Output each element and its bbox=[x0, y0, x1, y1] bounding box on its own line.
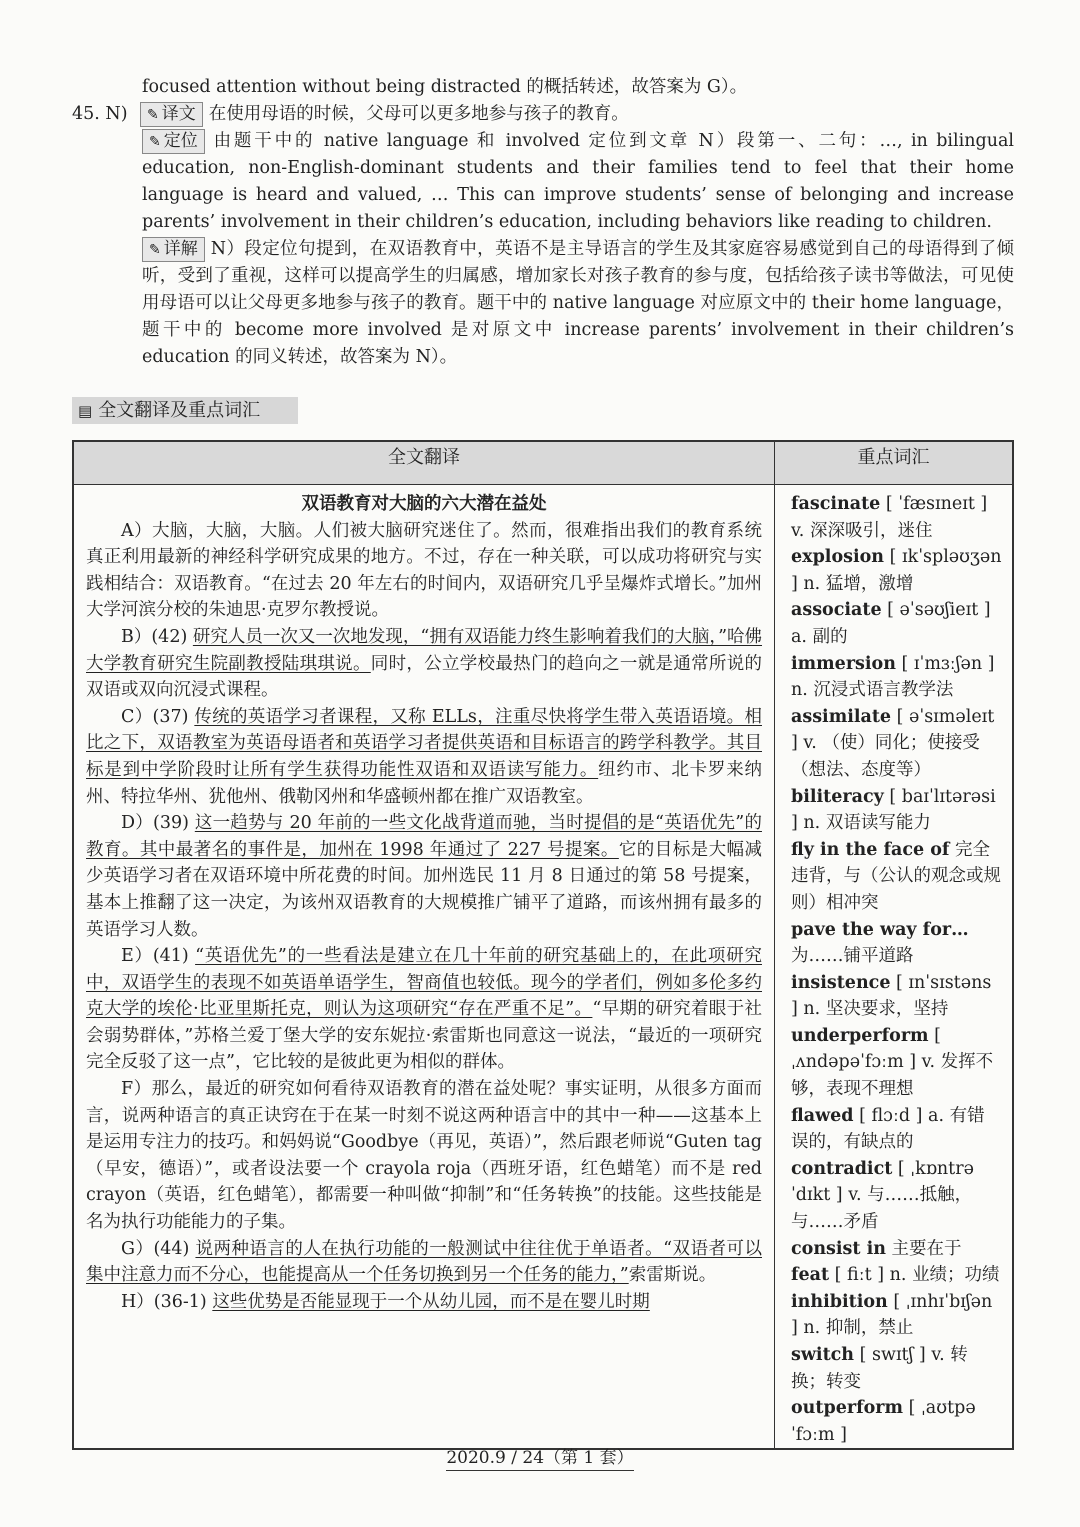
vocab-pron: [ fiːt ] bbox=[834, 1265, 885, 1286]
vocab-def: 主要在于 bbox=[891, 1238, 962, 1259]
vocab-pos: n. bbox=[803, 573, 821, 594]
translation-cell bbox=[73, 485, 775, 1450]
xiangjie-block bbox=[72, 236, 1014, 371]
vocab-pron: [ baɪˈlɪtərəsi ] bbox=[791, 786, 996, 834]
vocab-item bbox=[791, 837, 1002, 917]
vocab-pos: a. bbox=[791, 626, 807, 647]
vocab-word: consist in bbox=[791, 1238, 886, 1259]
underlined-text: 传统的英语学习者课程，又称 ELLs，注重尽快将学生带入英语语境。相比之下，双语教室为英语母语者和英语学习者提供英语和目标语言的跨学科教学。其目标是到中学阶段时让所有学生获得功能性双语和双语读写能力。 bbox=[86, 706, 762, 780]
vocab-pos: v. bbox=[921, 1052, 936, 1073]
vocab-def: 业绩；功绩 bbox=[912, 1265, 1000, 1286]
vocab-item bbox=[791, 1103, 1002, 1156]
para-label: G）(44) bbox=[121, 1238, 190, 1259]
vocab-word: switch bbox=[791, 1345, 855, 1365]
explanation-line: focused attention without being distracted 的概括转述，故答案为 G）。 bbox=[142, 77, 748, 97]
paragraph-g bbox=[86, 1236, 762, 1289]
para-text: 同时，公立学校最热门的趋向之一就是通常所说的双语或双向沉浸式课程。 bbox=[86, 653, 763, 701]
vocab-item bbox=[791, 1156, 1002, 1236]
para-label: E）(41) bbox=[121, 946, 189, 967]
page-footer bbox=[0, 1443, 1080, 1468]
vocab-word: underperform bbox=[791, 1025, 929, 1046]
vocab-pos: v. bbox=[848, 1185, 862, 1206]
para-text: 纽约市、北卡罗来纳州、特拉华州、犹他州、俄勒冈州和华盛顿州都在推广双语教室。 bbox=[86, 759, 763, 807]
vocab-pron: [ ˌʌndəpəˈfɔːm ] bbox=[791, 1025, 941, 1073]
xiangjie-label: 详解 bbox=[163, 239, 198, 259]
vocab-word: feat bbox=[791, 1265, 830, 1286]
underlined-text: 这一趋势与 20 年前的一些文化战背道而驰，当时提倡的是“英语优先”的教育。其中最著名的事件是，加州在 1998 年通过了 227 号提案。 bbox=[86, 813, 762, 860]
vocab-pron: [ ɪnˈsɪstəns ] bbox=[791, 972, 992, 1020]
vocab-item bbox=[791, 651, 1002, 704]
vocab-def: 有错误的，有缺点的 bbox=[791, 1105, 985, 1153]
paragraph-e bbox=[86, 943, 762, 1076]
answer-explanation bbox=[72, 74, 1014, 371]
vocab-pos: v. bbox=[791, 520, 805, 541]
vocab-pos: n. bbox=[803, 813, 821, 834]
para-label: B）(42) bbox=[121, 626, 188, 647]
vocab-pos: n. bbox=[791, 680, 808, 701]
vocab-item bbox=[791, 491, 1002, 544]
dingwei-text: 由题干中的 native language 和 involved 定位到文章 N）段第一、二句：…, in bilingual education, non-English-dominant students and their families tend to feel that their home language is heard and valued, … This can improve students’ sense of belonging and increase parents’ involvement in their children’s education, including behaviors like reading to children. bbox=[142, 131, 1014, 232]
vocab-pron: [ ˌkɒntrəˈdɪkt ] bbox=[791, 1158, 974, 1206]
vocab-word: inhibition bbox=[791, 1291, 888, 1312]
table-header-row bbox=[73, 441, 1013, 485]
vocab-pron: [ ɪˈmɜːʃən ] bbox=[901, 653, 995, 674]
vocab-item bbox=[791, 1342, 1002, 1395]
vocab-def: 抑制，禁止 bbox=[825, 1318, 914, 1339]
translation-table bbox=[72, 440, 1014, 1450]
underlined-text: 说两种语言的人在执行功能的一般测试中往往优于单语者。“双语者可以集中注意力而不分心，也能提高从一个任务切换到另一个任务的能力，” bbox=[86, 1238, 762, 1286]
vocab-def: 完全违背，与（公认的观念或规则）相冲突 bbox=[791, 839, 1001, 913]
dingwei-label: 定位 bbox=[163, 131, 198, 151]
vocab-pos: n. bbox=[889, 1265, 907, 1286]
vocab-item bbox=[791, 784, 1002, 837]
col-header-translation: 全文翻译 bbox=[73, 441, 775, 485]
xiangjie-tag bbox=[142, 237, 205, 262]
vocab-pron: [ əˈsəʊʃieɪt ] bbox=[887, 600, 991, 621]
para-label: C）(37) bbox=[121, 706, 189, 727]
vocab-item bbox=[791, 1023, 1002, 1103]
underlined-text: 研究人员一次又一次地发现，“拥有双语能力终生影响着我们的大脑，”哈佛大学教育研究生院副教授陆琪琪说。 bbox=[86, 626, 763, 674]
vocab-word: contradict bbox=[791, 1158, 893, 1179]
vocab-word: pave the way for… bbox=[791, 919, 969, 940]
vocab-word: flawed bbox=[791, 1105, 854, 1126]
dingwei-block bbox=[72, 128, 1014, 236]
vocab-def: 转换；转变 bbox=[791, 1345, 968, 1392]
vocab-item bbox=[791, 970, 1002, 1023]
paragraph-b bbox=[86, 624, 762, 704]
vocab-item bbox=[791, 1289, 1002, 1342]
vocab-pron: [ ˈfæsɪneɪt ] bbox=[885, 494, 988, 514]
yiwen-text: 在使用母语的时候，父母可以更多地参与孩子的教育。 bbox=[208, 104, 629, 124]
vocab-word: assimilate bbox=[791, 706, 892, 727]
vocab-def: 双语读写能力 bbox=[825, 813, 931, 834]
para-text: 它的目标是大幅减少英语学习者在双语环境中所花费的时间。加州选民 11 月 8 日通过的第 58 号提案，基本上推翻了这一决定，为该州双语教育的大规模推广铺平了道路，而该州拥有最多的英语学习人数。 bbox=[86, 839, 763, 940]
vocab-item bbox=[791, 704, 1002, 784]
page-number: 2020.9 / 24（第 1 套） bbox=[446, 1448, 633, 1471]
vocab-pos: v. bbox=[931, 1345, 945, 1365]
vocab-pos: n. bbox=[803, 1318, 821, 1339]
vocab-def: 坚决要求，坚持 bbox=[825, 999, 949, 1020]
vocab-pos: n. bbox=[803, 999, 821, 1020]
underlined-text: 这些优势是否能显现于一个从幼儿园，而不是在婴儿时期 bbox=[212, 1291, 650, 1312]
vocab-word: outperform bbox=[791, 1398, 904, 1419]
col-header-vocab: 重点词汇 bbox=[775, 441, 1014, 485]
pencil-icon: ✎ bbox=[149, 242, 161, 258]
vocab-word: fascinate bbox=[791, 494, 881, 514]
article-title: 双语教育对大脑的六大潜在益处 bbox=[301, 494, 547, 514]
vocab-word: fly in the face of bbox=[791, 839, 950, 860]
pencil-icon: ✎ bbox=[147, 107, 159, 123]
section-heading-text: 全文翻译及重点词汇 bbox=[98, 400, 261, 421]
para-label: H）(36-1) bbox=[121, 1291, 207, 1312]
vocab-def: 猛增，激增 bbox=[825, 573, 914, 594]
table-body-row bbox=[73, 485, 1013, 1450]
vocab-def: 沉浸式语言教学法 bbox=[813, 680, 954, 701]
vocab-item bbox=[791, 597, 1002, 650]
xiangjie-text: N）段定位句提到，在双语教育中，英语不是主导语言的学生及其家庭容易感觉到自己的母语得到了倾听，受到了重视，这样可以提高学生的归属感，增加家长对孩子教育的参与度，包括给孩子读书等做法，可见使用母语可以让父母更多地参与孩子的教育。题干中的 native language 对应原文中的 their home language，题干中的 become more involved 是对原文中 increase parents’ involvement in their children’s education 的同义转述，故答案为 N）。 bbox=[142, 239, 1014, 367]
vocab-item bbox=[791, 917, 1002, 970]
vocab-cell bbox=[775, 485, 1014, 1450]
vocab-item bbox=[791, 1262, 1002, 1289]
paragraph-d bbox=[86, 810, 762, 943]
vocab-pron: [ əˈsɪməleɪt ] bbox=[791, 706, 995, 754]
book-icon: ▤ bbox=[78, 402, 93, 420]
vocab-def: 为……铺平道路 bbox=[791, 946, 914, 967]
vocab-item bbox=[791, 1236, 1002, 1263]
vocab-pron: [ flɔːd ] bbox=[859, 1105, 923, 1126]
paragraph-h bbox=[86, 1289, 762, 1316]
para-text: “早期的研究着眼于社会弱势群体，”苏格兰爱丁堡大学的安东妮拉·索雷斯也同意这一说法，“最近的一项研究完全反驳了这一点”，它比较的是彼此更为相似的群体。 bbox=[86, 999, 762, 1073]
vocab-word: biliteracy bbox=[791, 786, 884, 807]
vocab-word: immersion bbox=[791, 653, 896, 674]
vocab-pos: a. bbox=[928, 1105, 945, 1126]
vocab-item bbox=[791, 1395, 1002, 1448]
vocab-pron: [ ˌaʊtpəˈfɔːm ] bbox=[791, 1398, 976, 1445]
vocab-def: （使）同化；使接受（想法、态度等） bbox=[791, 733, 980, 780]
vocab-list bbox=[791, 491, 1002, 1448]
pencil-icon: ✎ bbox=[149, 134, 161, 150]
para-text: 索雷斯说。 bbox=[628, 1265, 717, 1286]
yiwen-label: 译文 bbox=[161, 104, 196, 124]
vocab-word: insistence bbox=[791, 972, 891, 993]
paragraph-a: A）大脑，大脑，大脑。人们被大脑研究迷住了。然而，很难指出我们的教育系统真正利用最新的神经科学研究成果的地方。不过，存在一种关联，可以成功将研究与实践相结合：双语教育。“在过去 20 年左右的时间内，双语研究几乎呈爆炸式增长。”加州大学河滨分校的朱迪思·克罗尔教授说。 bbox=[86, 520, 762, 621]
section-heading bbox=[72, 397, 298, 424]
vocab-word: associate bbox=[791, 600, 882, 621]
question-number: 45. N) bbox=[72, 104, 128, 124]
vocab-pron: [ swɪtʃ ] bbox=[859, 1345, 926, 1365]
vocab-def: 深深吸引，迷住 bbox=[809, 520, 933, 541]
vocab-def: 与……抵触，与……矛盾 bbox=[791, 1185, 973, 1233]
vocab-item bbox=[791, 544, 1002, 597]
question-45 bbox=[72, 101, 1014, 128]
dingwei-tag bbox=[142, 129, 205, 154]
vocab-pron: [ ˌɪnhɪˈbɪʃən ] bbox=[791, 1291, 993, 1339]
vocab-word: explosion bbox=[791, 547, 885, 568]
para-label: D）(39) bbox=[121, 813, 189, 834]
vocab-pron: [ ɪkˈspləʊʒən ] bbox=[791, 547, 1002, 594]
yiwen-tag bbox=[140, 102, 203, 127]
vocab-pos: v. bbox=[803, 733, 817, 754]
paragraph-c bbox=[86, 704, 762, 810]
vocab-def: 发挥不够，表现不理想 bbox=[791, 1052, 994, 1100]
vocab-def: 副的 bbox=[812, 626, 848, 647]
underlined-text: “英语优先”的一些看法是建立在几十年前的研究基础上的，在此项研究中，双语学生的表现不如英语单语学生，智商值也较低。现今的学者们，例如多伦多约克大学的埃伦·比亚里斯托克，则认为这项研究“存在严重不足”。 bbox=[86, 946, 762, 1020]
paragraph-f: F）那么，最近的研究如何看待双语教育的潜在益处呢？事实证明，从很多方面而言，说两种语言的真正诀窍在于在某一时刻不说这两种语言中的其中一种——这基本上是运用专注力的技巧。和妈妈说“Goodbye（再见，英语）”，然后跟老师说“Guten tag（早安，德语）”，或者设法要一个 crayola roja（西班牙语，红色蜡笔）而不是 red crayon（英语，红色蜡笔），都需要一种叫做“抑制”和“任务转换”的技能。这些技能是名为执行功能能力的子集。 bbox=[86, 1079, 762, 1233]
